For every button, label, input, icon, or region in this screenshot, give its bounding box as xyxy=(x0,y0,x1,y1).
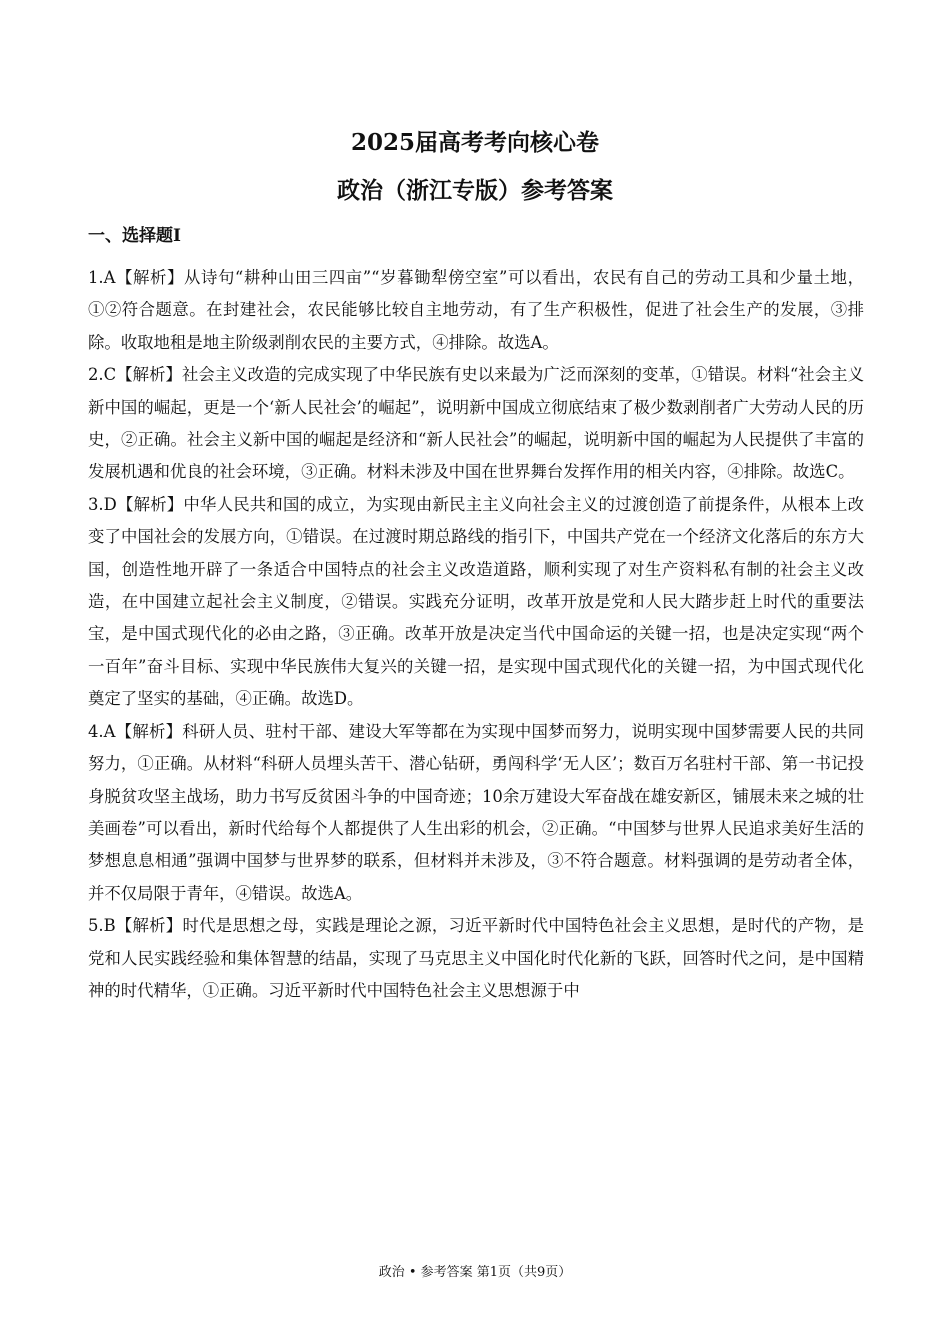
page-footer: 政治 • 参考答案 第1页（共9页） xyxy=(378,1265,572,1280)
answer-list xyxy=(88,262,864,1007)
answer-item-3: 3.D【解析】中华人民共和国的成立，为实现由新民主主义向社会主义的过渡创造了前提条件，从根本上改变了中国社会的发展方向，①错误。在过渡时期总路线的指引下，中国共产党在一个经济文化落后的东方大国，创造性地开辟了一条适合中国特点的社会主义改造道路，顺利实现了对生产资料私有制的社会主义改造，在中国建立起社会主义制度，②错误。实践充分证明，改革开放是党和人民大踏步赶上时代的重要法宝，是中国式现代化的必由之路，③正确。改革开放是决定当代中国命运的关键一招，也是决定实现“两个一百年”奋斗目标、实现中华民族伟大复兴的关键一招，是实现中国式现代化的关键一招，为中国式现代化奠定了坚实的基础，④正确。故选D。 xyxy=(88,494,864,709)
page-subtitle: 政治（浙江专版）参考答案 xyxy=(337,177,613,204)
answer-item-2: 2.C【解析】社会主义改造的完成实现了中华民族有史以来最为广泛而深刻的变革，①错误。材料“社会主义新中国的崛起，更是一个‘新人民社会’的崛起”，说明新中国成立彻底结束了极少数剥削者广大劳动人民的历史，②正确。社会主义新中国的崛起是经济和“新人民社会”的崛起，说明新中国的崛起为人民提供了丰富的发展机遇和优良的社会环境，③正确。材料未涉及中国在世界舞台发挥作用的相关内容，④排除。故选C。 xyxy=(88,365,864,482)
page-title: 2025届高考考向核心卷 xyxy=(350,129,599,156)
answer-item-5: 5.B【解析】时代是思想之母，实践是理论之源，习近平新时代中国特色社会主义思想，是时代的产物，是党和人民实践经验和集体智慧的结晶，实现了马克思主义中国化时代化新的飞跃，回答时代之问，是中国精神的时代精华，①正确。习近平新时代中国特色社会主义思想源于中 xyxy=(88,916,864,1000)
answer-item-4: 4.A【解析】科研人员、驻村干部、建设大军等都在为实现中国梦而努力，说明实现中国梦需要人民的共同努力，①正确。从材料“科研人员埋头苦干、潜心钻研，勇闯科学‘无人区’；数百万名驻村干部、第一书记投身脱贫攻坚主战场，助力书写反贫困斗争的中国奇迹；10余万建设大军奋战在雄安新区，铺展未来之城的壮美画卷”可以看出，新时代给每个人都提供了人生出彩的机会，②正确。“中国梦与世界人民追求美好生活的梦想息息相通”强调中国梦与世界梦的联系，但材料并未涉及，③不符合题意。材料强调的是劳动者全体，并不仅局限于青年，④错误。故选A。 xyxy=(88,721,864,903)
section-heading: 一、选择题Ⅰ xyxy=(88,226,181,246)
answer-item-1: 1.A【解析】从诗句“耕种山田三四亩”“岁暮锄犁傍空室”可以看出，农民有自己的劳动工具和少量土地，①②符合题意。在封建社会，农民能够比较自主地劳动，有了生产积极性，促进了社会生产的发展，③排除。收取地租是地主阶级剥削农民的主要方式，④排除。故选A。 xyxy=(88,268,864,352)
